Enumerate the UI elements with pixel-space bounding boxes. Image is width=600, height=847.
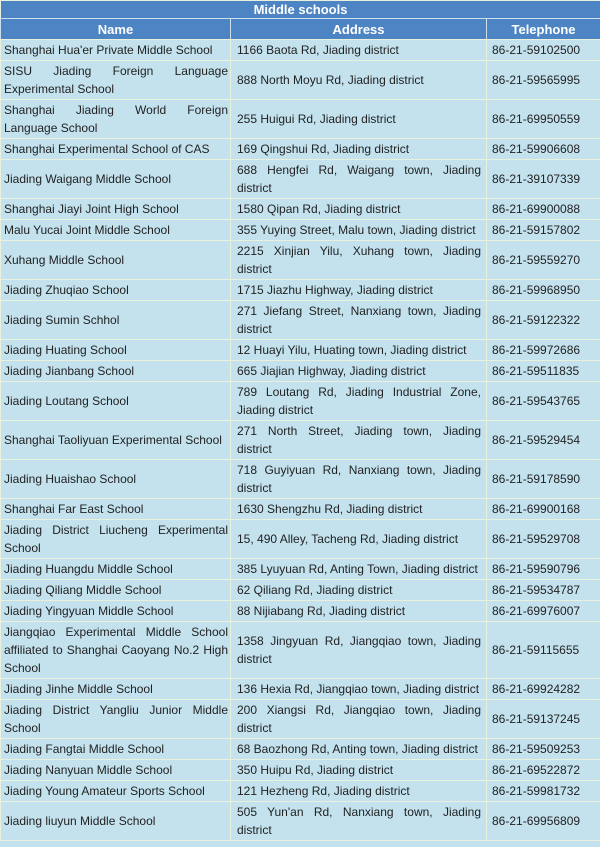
table-row xyxy=(1,100,600,139)
table-row xyxy=(1,340,600,361)
table-row xyxy=(1,781,600,802)
school-name-cell: SISU Jiading Foreign Language Experimental School xyxy=(1,61,231,100)
school-address-cell: 68 Baozhong Rd, Anting town, Jiading district xyxy=(231,739,487,760)
school-name-cell: Shanghai Hua'er Private Middle School xyxy=(1,40,231,61)
school-address-cell: 665 Jiajian Highway, Jiading district xyxy=(231,361,487,382)
school-name-cell: Jiading Fangtai Middle School xyxy=(1,739,231,760)
school-address-cell: 789 Loutang Rd, Jiading Industrial Zone, Jiading district xyxy=(231,382,487,421)
school-telephone-cell: 86-21-69900168 xyxy=(487,499,600,520)
school-name-cell: Shanghai Jiayi Joint High School xyxy=(1,199,231,220)
school-address-cell: 688 Hengfei Rd, Waigang town, Jiading district xyxy=(231,160,487,199)
school-address-cell: 1715 Jiazhu Highway, Jiading district xyxy=(231,280,487,301)
school-name-cell: Jiangqiao Experimental Middle School affiliated to Shanghai Caoyang No.2 High School xyxy=(1,622,231,679)
table-body xyxy=(1,40,600,841)
table-row xyxy=(1,61,600,100)
column-header-name: Name xyxy=(1,19,231,40)
school-address-cell: 2215 Xinjian Yilu, Xuhang town, Jiading district xyxy=(231,241,487,280)
table-row xyxy=(1,622,600,679)
school-address-cell: 1166 Baota Rd, Jiading district xyxy=(231,40,487,61)
table-row xyxy=(1,220,600,241)
school-name-cell: Xuhang Middle School xyxy=(1,241,231,280)
school-name-cell: Jiading Jinhe Middle School xyxy=(1,679,231,700)
school-address-cell: 271 North Street, Jiading town, Jiading district xyxy=(231,421,487,460)
school-name-cell: Jiading Sumin Schhol xyxy=(1,301,231,340)
school-telephone-cell: 86-21-59590796 xyxy=(487,559,600,580)
table-title: Middle schools xyxy=(1,1,600,19)
table-row xyxy=(1,802,600,841)
school-address-cell: 136 Hexia Rd, Jiangqiao town, Jiading district xyxy=(231,679,487,700)
table-row xyxy=(1,559,600,580)
table-row xyxy=(1,301,600,340)
school-address-cell: 888 North Moyu Rd, Jiading district xyxy=(231,61,487,100)
school-telephone-cell: 86-21-59906608 xyxy=(487,139,600,160)
school-address-cell: 1358 Jingyuan Rd, Jiangqiao town, Jiading district xyxy=(231,622,487,679)
school-address-cell: 12 Huayi Yilu, Huating town, Jiading district xyxy=(231,340,487,361)
school-address-cell: 505 Yun'an Rd, Nanxiang town, Jiading district xyxy=(231,802,487,841)
table-row xyxy=(1,361,600,382)
school-address-cell: 62 Qiliang Rd, Jiading district xyxy=(231,580,487,601)
table-row xyxy=(1,679,600,700)
table-row xyxy=(1,460,600,499)
table-row xyxy=(1,382,600,421)
school-name-cell: Jiading liuyun Middle School xyxy=(1,802,231,841)
school-telephone-cell: 86-21-69950559 xyxy=(487,100,600,139)
table-row xyxy=(1,499,600,520)
school-telephone-cell: 86-21-59559270 xyxy=(487,241,600,280)
school-name-cell: Shanghai Far East School xyxy=(1,499,231,520)
school-name-cell: Jiading District Yangliu Junior Middle School xyxy=(1,700,231,739)
school-telephone-cell: 86-21-59543765 xyxy=(487,382,600,421)
school-address-cell: 169 Qingshui Rd, Jiading district xyxy=(231,139,487,160)
school-telephone-cell: 86-21-59157802 xyxy=(487,220,600,241)
school-address-cell: 88 Nijiabang Rd, Jiading district xyxy=(231,601,487,622)
school-name-cell: Jiading Jianbang School xyxy=(1,361,231,382)
table-row xyxy=(1,520,600,559)
school-name-cell: Jiading Yingyuan Middle School xyxy=(1,601,231,622)
table-row xyxy=(1,241,600,280)
school-telephone-cell: 86-21-59534787 xyxy=(487,580,600,601)
school-telephone-cell: 86-21-69900088 xyxy=(487,199,600,220)
school-telephone-cell: 86-21-59102500 xyxy=(487,40,600,61)
school-telephone-cell: 86-21-59968950 xyxy=(487,280,600,301)
school-name-cell: Shanghai Jiading World Foreign Language School xyxy=(1,100,231,139)
school-telephone-cell: 86-21-69976007 xyxy=(487,601,600,622)
school-name-cell: Jiading District Liucheng Experimental School xyxy=(1,520,231,559)
school-name-cell: Malu Yucai Joint Middle School xyxy=(1,220,231,241)
school-name-cell: Jiading Young Amateur Sports School xyxy=(1,781,231,802)
school-address-cell: 271 Jiefang Street, Nanxiang town, Jiading district xyxy=(231,301,487,340)
school-telephone-cell: 86-21-59565995 xyxy=(487,61,600,100)
table-row xyxy=(1,280,600,301)
school-address-cell: 1630 Shengzhu Rd, Jiading district xyxy=(231,499,487,520)
table-row xyxy=(1,760,600,781)
school-address-cell: 15, 490 Alley, Tacheng Rd, Jiading district xyxy=(231,520,487,559)
column-header-address: Address xyxy=(231,19,487,40)
school-telephone-cell: 86-21-59122322 xyxy=(487,301,600,340)
school-name-cell: Jiading Zhuqiao School xyxy=(1,280,231,301)
school-address-cell: 1580 Qipan Rd, Jiading district xyxy=(231,199,487,220)
table-title-row xyxy=(1,1,600,19)
school-name-cell: Shanghai Experimental School of CAS xyxy=(1,139,231,160)
school-telephone-cell: 86-21-59529454 xyxy=(487,421,600,460)
school-telephone-cell: 86-21-59178590 xyxy=(487,460,600,499)
school-telephone-cell: 86-21-59981732 xyxy=(487,781,600,802)
school-telephone-cell: 86-21-69522872 xyxy=(487,760,600,781)
table-row xyxy=(1,139,600,160)
school-name-cell: Jiading Nanyuan Middle School xyxy=(1,760,231,781)
school-address-cell: 350 Huipu Rd, Jiading district xyxy=(231,760,487,781)
school-name-cell: Jiading Huating School xyxy=(1,340,231,361)
table-row xyxy=(1,421,600,460)
school-address-cell: 255 Huigui Rd, Jiading district xyxy=(231,100,487,139)
school-telephone-cell: 86-21-69956809 xyxy=(487,802,600,841)
column-header-telephone: Telephone xyxy=(487,19,600,40)
school-name-cell: Jiading Huangdu Middle School xyxy=(1,559,231,580)
school-telephone-cell: 86-21-69924282 xyxy=(487,679,600,700)
table-row xyxy=(1,739,600,760)
table-row xyxy=(1,601,600,622)
school-telephone-cell: 86-21-59115655 xyxy=(487,622,600,679)
school-address-cell: 718 Guyiyuan Rd, Nanxiang town, Jiading district xyxy=(231,460,487,499)
school-telephone-cell: 86-21-59137245 xyxy=(487,700,600,739)
school-telephone-cell: 86-21-59529708 xyxy=(487,520,600,559)
school-telephone-cell: 86-21-59509253 xyxy=(487,739,600,760)
school-name-cell: Jiading Huaishao School xyxy=(1,460,231,499)
school-name-cell: Shanghai Taoliyuan Experimental School xyxy=(1,421,231,460)
school-name-cell: Jiading Qiliang Middle School xyxy=(1,580,231,601)
school-name-cell: Jiading Loutang School xyxy=(1,382,231,421)
table-header xyxy=(1,1,600,40)
school-name-cell: Jiading Waigang Middle School xyxy=(1,160,231,199)
table-row xyxy=(1,40,600,61)
school-address-cell: 355 Yuying Street, Malu town, Jiading district xyxy=(231,220,487,241)
table-row xyxy=(1,700,600,739)
table-row xyxy=(1,160,600,199)
column-header-row xyxy=(1,19,600,40)
table-row xyxy=(1,199,600,220)
school-address-cell: 385 Lyuyuan Rd, Anting Town, Jiading district xyxy=(231,559,487,580)
school-address-cell: 200 Xiangsi Rd, Jiangqiao town, Jiading district xyxy=(231,700,487,739)
school-telephone-cell: 86-21-39107339 xyxy=(487,160,600,199)
school-address-cell: 121 Hezheng Rd, Jiading district xyxy=(231,781,487,802)
school-telephone-cell: 86-21-59511835 xyxy=(487,361,600,382)
table-row xyxy=(1,580,600,601)
school-telephone-cell: 86-21-59972686 xyxy=(487,340,600,361)
